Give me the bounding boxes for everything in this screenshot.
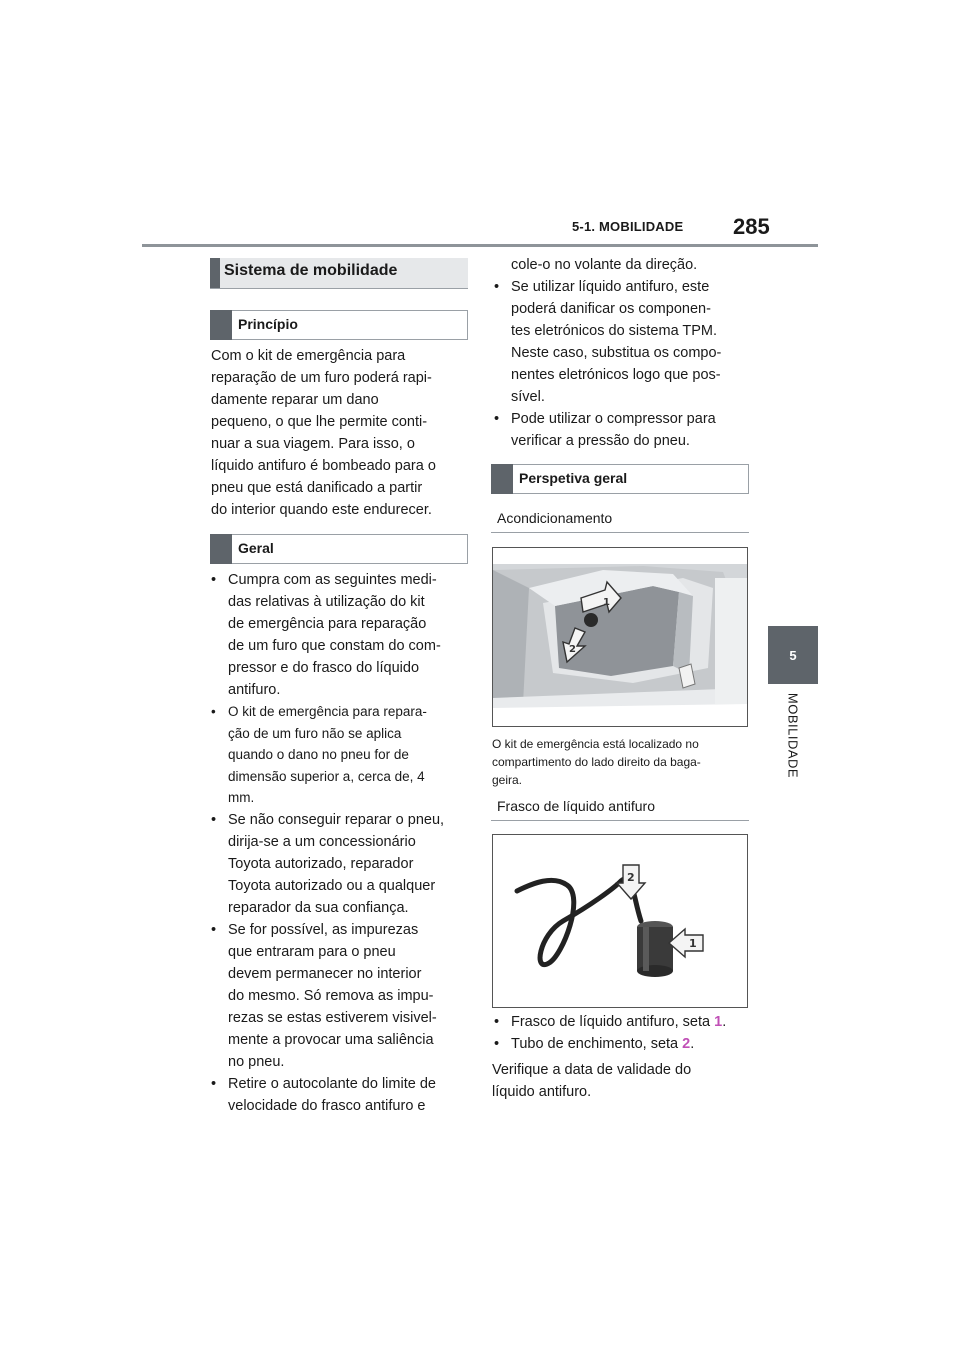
text-line: • Se não conseguir reparar o pneu, — [228, 811, 445, 828]
text-line: pressor e do frasco do líquido — [228, 660, 420, 676]
caption-line: geira. — [492, 773, 523, 787]
section-heading-text: Sistema de mobilidade — [224, 262, 398, 279]
heading-bar — [210, 534, 232, 564]
list-item — [208, 919, 470, 1073]
text-line: • Retire o autocolante do limite de — [228, 1075, 436, 1092]
list-item — [491, 408, 753, 452]
text-line: líquido antifuro. — [492, 1084, 592, 1100]
chapter-tab-number: 5 — [789, 647, 797, 663]
text-line: velocidade do frasco antifuro e — [228, 1097, 426, 1114]
list-item — [491, 276, 753, 408]
figure-caption — [492, 735, 752, 789]
header-rule — [142, 244, 818, 247]
parts-list — [491, 1011, 753, 1055]
subheading-storage — [491, 506, 749, 533]
arrow-label-2: 2 — [569, 644, 576, 655]
text-line: Com o kit de emergência para — [211, 348, 406, 364]
text-line: • Se for possível, as impurezas — [228, 921, 419, 938]
chapter-tab-label: MOBILIDADE — [785, 692, 801, 779]
callout-number: 1 — [714, 1014, 723, 1030]
trunk-illustration — [493, 548, 747, 726]
text-line: verificar a pressão do pneu. — [511, 433, 690, 449]
subheading-general — [210, 534, 468, 564]
text-line: • Cumpra com as seguintes medi- — [228, 572, 437, 588]
text-line: dimensão superior a, cerca de, 4 — [228, 768, 425, 784]
list-item — [208, 701, 470, 809]
subheading-text: Princípio — [238, 316, 298, 332]
part-text: Frasco de líquido antifuro, seta — [511, 1014, 715, 1030]
sealant-bottle-figure — [492, 834, 748, 1008]
text-line: • Se utilizar líquido antifuro, este — [511, 279, 710, 295]
heading-bar — [210, 258, 220, 288]
subheading-text: Acondicionamento — [497, 510, 613, 526]
text-line: mm. — [228, 790, 255, 805]
part-text: Tubo de enchimento, seta — [511, 1036, 683, 1052]
subheading-text: Frasco de líquido antifuro — [497, 798, 655, 814]
text-line: rezas se estas estiverem visivel- — [228, 1009, 437, 1026]
list-item — [208, 809, 470, 919]
list-item — [491, 1011, 753, 1033]
text-line: mente a provocar uma saliência — [228, 1031, 434, 1048]
list-item — [208, 569, 470, 701]
text-line: pneu que está danificado a partir — [211, 480, 423, 496]
text-line: nentes eletrónicos logo que pos- — [511, 367, 721, 383]
text-line: quando o dano no pneu for de — [228, 747, 409, 762]
text-line: Verifique a data de validade do — [492, 1062, 692, 1078]
subheading-text: Perspetiva geral — [519, 470, 628, 486]
text-line: do interior quando este endurecer. — [211, 502, 432, 518]
text-line: poderá danificar os componen- — [511, 301, 711, 317]
closing-paragraph — [492, 1059, 752, 1103]
part-end: . — [690, 1036, 695, 1052]
text-line: tes eletrónicos do sistema TPM. — [511, 323, 718, 339]
text-line: que entraram para o pneu — [228, 943, 396, 960]
caption-line: compartimento do lado direito da baga- — [492, 755, 701, 769]
arrow-label-1: 1 — [603, 597, 610, 608]
text-line: de um furo que constam do com- — [228, 638, 441, 654]
page-number: 285 — [733, 214, 770, 239]
list-item — [491, 1033, 753, 1055]
text-line: sível. — [511, 389, 545, 405]
sealant-bottle-illustration — [493, 835, 747, 1007]
chapter-label: 5-1. MOBILIDADE — [572, 219, 684, 234]
list-item — [208, 1073, 470, 1117]
text-line: nuar a sua viagem. Para isso, o — [211, 436, 415, 452]
text-line: • O kit de emergência para repara- — [228, 704, 427, 719]
text-line: Toyota autorizado ou a qualquer — [228, 877, 436, 894]
part-end: . — [722, 1014, 727, 1030]
storage-location-figure — [492, 547, 748, 727]
subheading-principle — [210, 310, 468, 340]
section-heading-mobility-system — [210, 258, 468, 289]
text-line: cole-o no volante da direção. — [511, 257, 698, 273]
text-line: antifuro. — [228, 682, 281, 698]
text-line: dirija-se a um concessionário — [228, 833, 416, 850]
text-line: reparação de um furo poderá rapi- — [211, 370, 432, 386]
text-line: pequeno, o que lhe permite conti- — [211, 414, 428, 430]
arrow-label-1: 1 — [689, 937, 697, 950]
right-bullet-list — [491, 276, 753, 452]
text-line: do mesmo. Só remova as impu- — [228, 987, 434, 1004]
caption-line: O kit de emergência está localizado no — [492, 737, 699, 751]
general-bullet-list — [208, 569, 470, 1117]
subheading-overview — [491, 464, 749, 494]
text-line: líquido antifuro é bombeado para o — [211, 458, 436, 474]
subheading-sealant-bottle — [491, 794, 749, 821]
text-line: Neste caso, substitua os compo- — [511, 345, 722, 361]
text-line: Toyota autorizado, reparador — [228, 855, 414, 872]
heading-bar — [210, 310, 232, 340]
text-line: devem permanecer no interior — [228, 965, 422, 982]
text-line: das relativas à utilização do kit — [228, 594, 425, 610]
text-line: no pneu. — [228, 1053, 285, 1070]
text-line: reparador da sua confiança. — [228, 899, 409, 916]
text-line: de emergência para reparação — [228, 616, 427, 632]
subheading-text: Geral — [238, 540, 274, 556]
text-line: damente reparar um dano — [211, 392, 379, 408]
heading-bar — [491, 464, 513, 494]
arrow-label-2: 2 — [627, 871, 635, 884]
principle-paragraph — [211, 345, 471, 521]
continued-bullet-text — [511, 254, 761, 276]
text-line: ção de um furo não se aplica — [228, 725, 402, 741]
callout-number: 2 — [682, 1036, 691, 1052]
text-line: • Pode utilizar o compressor para — [511, 411, 716, 427]
